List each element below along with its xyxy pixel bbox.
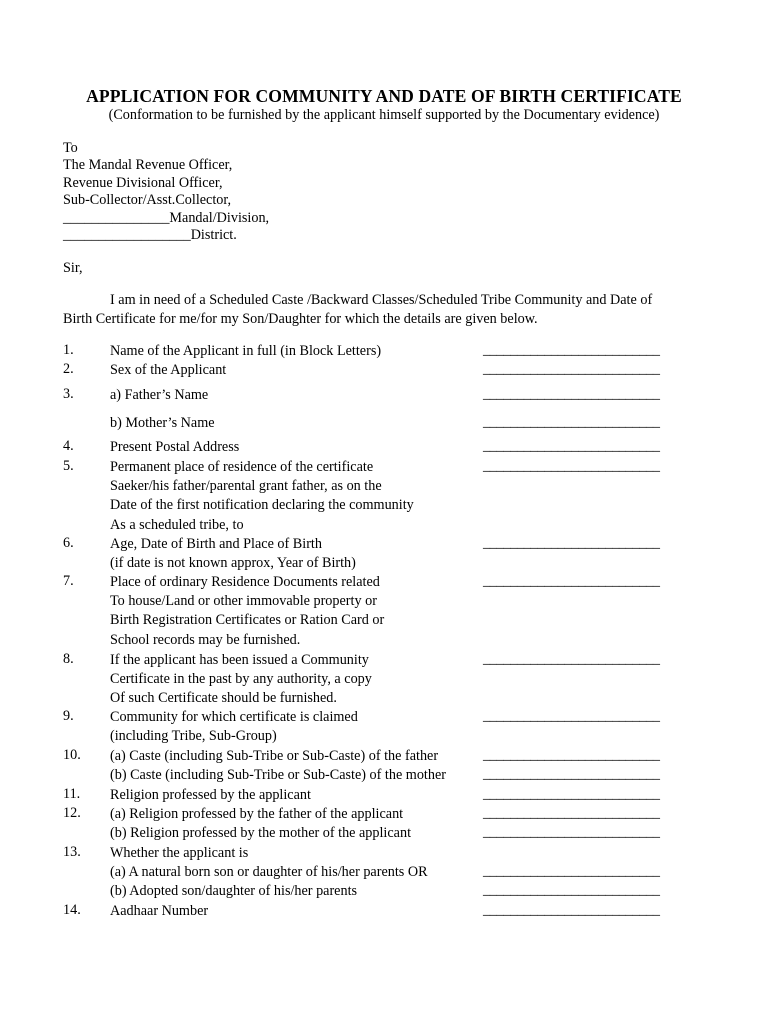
item-number: 12. (63, 805, 81, 821)
item-label-line: (b) Caste (including Sub-Tribe or Sub-Caste) of the mother (110, 767, 446, 784)
item-number: 10. (63, 747, 81, 763)
item-number: 4. (63, 438, 74, 454)
item-label-line: (including Tribe, Sub-Group) (110, 728, 277, 745)
address-block (63, 140, 269, 244)
item-number: 9. (63, 708, 74, 724)
item-label-line: (b) Adopted son/daughter of his/her parents (110, 883, 358, 900)
item-number: 7. (63, 573, 74, 589)
item-label (110, 747, 490, 785)
fill-in-blank[interactable]: __________________________ (483, 651, 660, 667)
item-label-line: b) Mother’s Name (110, 415, 215, 431)
fill-in-blank[interactable]: __________________________ (483, 438, 660, 454)
salutation: Sir, (63, 260, 83, 276)
item-label (110, 361, 490, 380)
item-label-line: Name of the Applicant in full (in Block Letters) (110, 343, 382, 359)
item-number: 11. (63, 786, 81, 802)
item-label (110, 708, 490, 746)
item-label-line: Sex of the Applicant (110, 362, 227, 378)
item-label (110, 844, 490, 902)
item-label (110, 573, 490, 650)
fill-in-blank[interactable]: __________________________ (483, 342, 660, 358)
item-number: 6. (63, 535, 74, 551)
fill-in-blank[interactable]: __________________________ (483, 863, 660, 880)
item-label (110, 786, 490, 805)
address-line: Sub-Collector/Asst.Collector, (63, 192, 232, 209)
item-label (110, 805, 490, 843)
item-number: 3. (63, 386, 74, 402)
fill-in-blank[interactable]: __________________________ (483, 766, 660, 783)
item-label (110, 458, 490, 535)
address-line: The Mandal Revenue Officer, (63, 157, 233, 174)
item-number: 8. (63, 651, 74, 667)
item-label (110, 342, 490, 361)
item-number: 2. (63, 361, 74, 377)
item-number: 1. (63, 342, 74, 358)
item-label-line: Saeker/his father/parental grant father, as on the (110, 478, 382, 495)
item-number: 5. (63, 458, 74, 474)
item-label (110, 386, 490, 405)
fill-in-blank[interactable]: __________________________ (483, 805, 660, 821)
form-title: APPLICATION FOR COMMUNITY AND DATE OF BIRTH CERTIFICATE (86, 86, 682, 106)
item-label-line: Of such Certificate should be furnished. (110, 690, 337, 707)
intro-line-1: I am in need of a Scheduled Caste /Backward Classes/Scheduled Tribe Community and Date of (110, 292, 653, 308)
item-label-line: Permanent place of residence of the certificate (110, 459, 374, 475)
item-label-line: Place of ordinary Residence Documents related (110, 574, 380, 590)
fill-in-blank[interactable]: __________________________ (483, 882, 660, 899)
item-label (110, 438, 490, 457)
item-label-line: Community for which certificate is claimed (110, 709, 358, 725)
item-number: 14. (63, 902, 81, 918)
fill-in-blank[interactable]: __________________________ (483, 458, 660, 474)
address-line-mandal: _______________Mandal/Division, (63, 209, 270, 226)
item-label-line: Birth Registration Certificates or Ration Card or (110, 612, 385, 629)
fill-in-blank[interactable]: __________________________ (483, 361, 660, 377)
address-line: To (63, 140, 78, 156)
item-label-line: If the applicant has been issued a Community (110, 652, 369, 668)
item-label-line: (a) A natural born son or daughter of his/her parents OR (110, 864, 428, 881)
item-label-line: (a) Caste (including Sub-Tribe or Sub-Caste) of the father (110, 748, 439, 764)
item-label-line: (if date is not known approx, Year of Birth) (110, 555, 356, 572)
form-subtitle: (Conformation to be furnished by the applicant himself supported by the Documentary evidence) (108, 107, 660, 123)
item-label-line: As a scheduled tribe, to (110, 516, 244, 533)
item-label-line: Aadhaar Number (110, 903, 209, 919)
fill-in-blank[interactable]: __________________________ (483, 747, 660, 763)
fill-in-blank[interactable]: __________________________ (483, 386, 660, 402)
item-label-line: Religion professed by the applicant (110, 787, 311, 803)
fill-in-blank[interactable]: __________________________ (483, 708, 660, 724)
fill-in-blank[interactable]: __________________________ (483, 535, 660, 551)
item-label (110, 902, 490, 921)
item-label-line: (b) Religion professed by the mother of the applicant (110, 825, 412, 842)
item-label-line: Certificate in the past by any authority, a copy (110, 671, 372, 688)
fill-in-blank[interactable]: __________________________ (483, 824, 660, 841)
item-label (110, 414, 490, 433)
item-label-line: (a) Religion professed by the father of the applicant (110, 806, 404, 822)
address-line: Revenue Divisional Officer, (63, 174, 223, 191)
fill-in-blank[interactable]: __________________________ (483, 414, 660, 430)
item-label-line: School records may be furnished. (110, 631, 301, 648)
address-line-district: __________________District. (63, 227, 237, 244)
item-label-line: Present Postal Address (110, 439, 240, 455)
item-label-line: a) Father’s Name (110, 387, 209, 403)
fill-in-blank[interactable]: __________________________ (483, 573, 660, 589)
item-number: 13. (63, 844, 81, 860)
intro-paragraph (63, 291, 713, 329)
item-label (110, 535, 490, 573)
item-label (110, 651, 490, 709)
fill-in-blank[interactable]: __________________________ (483, 902, 660, 918)
item-label-line: To house/Land or other immovable property or (110, 593, 377, 610)
item-label-line: Whether the applicant is (110, 845, 249, 861)
intro-line-2: Birth Certificate for me/for my Son/Daughter for which the details are given below. (63, 311, 538, 327)
fill-in-blank[interactable]: __________________________ (483, 786, 660, 802)
item-label-line: Date of the first notification declaring the community (110, 497, 414, 514)
item-label-line: Age, Date of Birth and Place of Birth (110, 536, 322, 552)
